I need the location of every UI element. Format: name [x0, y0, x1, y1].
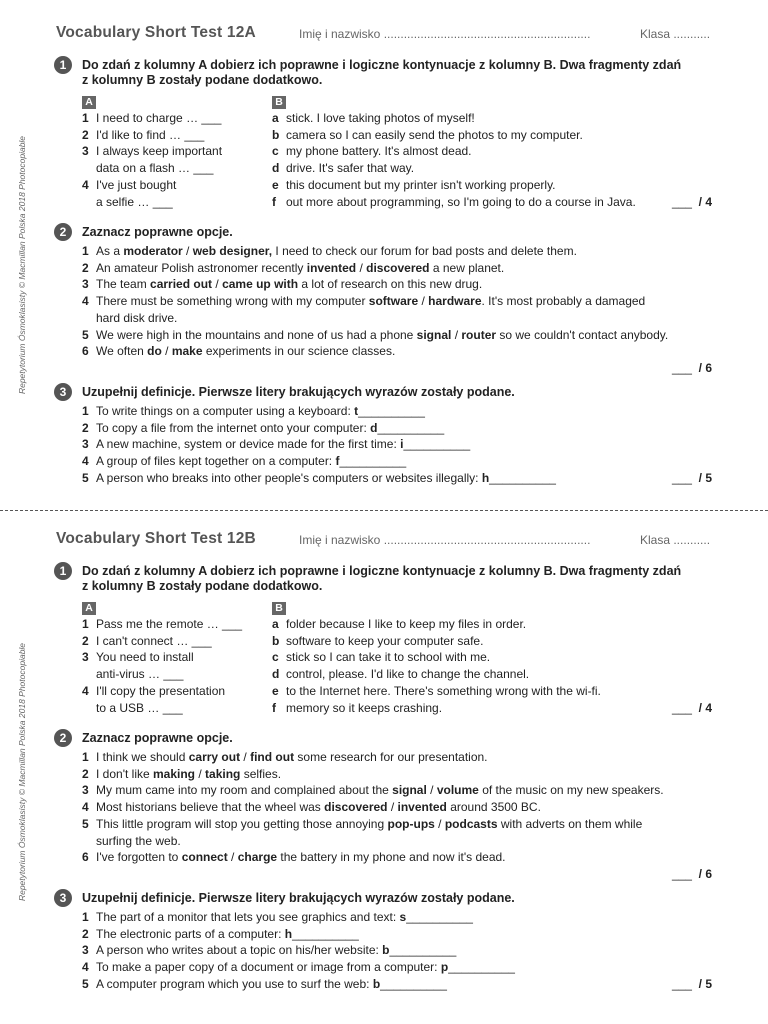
option-2[interactable]: charge: [237, 850, 278, 865]
item-text: folder because I like to keep my files in order.: [286, 617, 527, 631]
sentence-line: hard disk drive.: [96, 310, 178, 325]
item-letter: d: [272, 161, 280, 176]
score-box: [672, 976, 712, 993]
column-b-item: [272, 160, 712, 177]
sentence-text: There must be something wrong with my computer: [96, 294, 369, 309]
column-b-tag: B: [272, 96, 286, 109]
item-letter: a: [272, 617, 279, 631]
item-number: 1: [82, 617, 89, 631]
item-letter: b: [272, 633, 280, 648]
first-letter: i: [400, 437, 404, 452]
option-separator: /: [387, 800, 398, 815]
item-text: control, please. I'd like to change the channel.: [286, 667, 530, 682]
definition-text: A new machine, system or device made for the first time:: [96, 437, 401, 452]
sentence-text: around 3500 BC.: [446, 800, 541, 815]
item-letter: c: [272, 650, 279, 665]
definition-item: [82, 959, 716, 976]
first-letter: h: [481, 470, 490, 485]
sentence-text: This little program will stop you getting those annoying: [96, 816, 388, 831]
score-box: [672, 470, 712, 487]
item-number: 1: [82, 909, 89, 924]
first-letter: d: [370, 420, 378, 435]
item-text: I need to charge … ___: [96, 111, 222, 125]
score-box: [672, 194, 712, 211]
name-field[interactable]: Imię i nazwisko ..............................................................: [299, 533, 591, 547]
sentence-text: of the music on my new speakers.: [478, 783, 664, 798]
copyright-sidebar: [14, 622, 30, 922]
sentence-line: [96, 849, 716, 866]
column-a-item: [82, 633, 252, 650]
option-1[interactable]: connect: [181, 850, 228, 865]
sentence-text: . It's most probably a damaged: [481, 294, 646, 309]
definition-line: [96, 403, 716, 420]
item-number: 2: [82, 766, 89, 781]
option-1[interactable]: discovered: [324, 800, 388, 815]
answer-blank[interactable]: __________: [339, 454, 407, 469]
item-number: 2: [82, 127, 89, 142]
definition-text: A person who breaks into other people's computers or websites illegally:: [96, 470, 482, 485]
score-blank[interactable]: ___: [671, 470, 692, 485]
item-text: my phone battery. It's almost dead.: [286, 144, 472, 159]
definition-item: [82, 976, 716, 993]
answer-blank[interactable]: __________: [489, 470, 556, 485]
column-b-item: [272, 683, 712, 700]
sentence-line: [96, 799, 716, 816]
sentence-text: a lot of research on this new drug.: [298, 277, 483, 292]
score-total: / 5: [698, 470, 712, 485]
score-box: [82, 360, 716, 377]
item-letter: b: [272, 127, 280, 142]
sentence-text: We were high in the mountains and none of us had a phone: [96, 327, 417, 342]
item-number: 3: [82, 144, 89, 159]
option-2[interactable]: volume: [436, 783, 479, 798]
exercise-instruction: [56, 731, 716, 746]
item-number: 4: [82, 683, 89, 698]
answer-blank[interactable]: __________: [389, 943, 457, 958]
option-separator: /: [182, 244, 193, 258]
definition-item: [82, 403, 716, 420]
option-1[interactable]: do: [147, 344, 162, 359]
definition-item: [82, 470, 716, 487]
item-number: 4: [82, 454, 89, 469]
exercise-number-badge: 2: [54, 223, 72, 241]
definition-text: To make a paper copy of a document or image from a computer:: [96, 960, 441, 975]
item-text: software to keep your computer safe.: [286, 633, 484, 648]
exercise-number-badge: 3: [54, 383, 72, 401]
definition-text: A person who writes about a topic on his/her website:: [96, 943, 383, 958]
option-1[interactable]: invented: [306, 260, 357, 275]
option-1[interactable]: carry out: [188, 750, 241, 764]
item-number: 3: [82, 943, 89, 958]
score-line: [672, 360, 712, 377]
exercise-instruction: [56, 225, 716, 240]
definition-line: [96, 470, 716, 487]
column-b-item: [272, 177, 712, 194]
column-b: [272, 599, 712, 716]
definition-text: A computer program which you use to surf the web:: [96, 976, 373, 991]
sentence-text: An amateur Polish astronomer recently: [96, 260, 307, 275]
item-number: 2: [82, 420, 89, 435]
item-text: to a USB … ___: [96, 700, 183, 715]
item-number: 1: [82, 403, 89, 418]
sentence-text: a new planet.: [429, 260, 505, 275]
score-blank[interactable]: ___: [671, 195, 692, 210]
item-letter: a: [272, 111, 279, 125]
exercise-instruction: [56, 385, 716, 400]
sentence-line: [96, 260, 716, 277]
sentence-line: [96, 782, 716, 799]
copyright-text: Repetytorium Ósmoklasisty © Macmillan Polska 2018 Photocopiable: [17, 642, 27, 902]
answer-blank[interactable]: __________: [380, 976, 447, 991]
sentence-text: We often: [96, 344, 148, 359]
item-number: 2: [82, 260, 89, 275]
column-b: [272, 93, 712, 210]
score-blank[interactable]: ___: [671, 866, 692, 881]
option-2[interactable]: make: [171, 344, 203, 359]
sentence-line: [96, 327, 716, 344]
option-separator: /: [227, 850, 238, 865]
definition-line: [96, 942, 716, 959]
option-1[interactable]: carried out: [150, 277, 213, 292]
option-separator: /: [451, 327, 462, 342]
item-text: stick. I love taking photos of myself!: [286, 111, 475, 125]
choice-sentence: [82, 327, 716, 344]
score-line: [672, 866, 712, 883]
item-number: 4: [82, 294, 89, 309]
answer-blank[interactable]: __________: [403, 437, 471, 452]
exercise-1: [56, 58, 716, 211]
item-number: 4: [82, 960, 89, 975]
option-separator: /: [240, 750, 251, 764]
exercise-2: [56, 731, 716, 883]
sentence-text: with adverts on them while: [497, 816, 643, 831]
sentence-line: [96, 343, 716, 360]
column-a-tag: A: [82, 602, 96, 615]
sentence-text: My mum came into my room and complained about the: [96, 783, 393, 798]
definition-item: [82, 909, 716, 926]
item-number: 3: [82, 437, 89, 452]
score-blank[interactable]: ___: [671, 360, 692, 375]
cut-line: [0, 510, 768, 511]
item-number: 5: [82, 816, 89, 831]
score-box: [82, 866, 716, 883]
exercise-instruction: [56, 58, 716, 88]
item-text: drive. It's safer that way.: [286, 161, 415, 176]
option-1[interactable]: signal: [416, 327, 452, 342]
sentence-text: selfies.: [240, 766, 282, 781]
definition-line: [96, 959, 716, 976]
option-separator: /: [426, 783, 437, 798]
choice-sentence: [82, 782, 716, 799]
choice-sentence: [82, 243, 716, 260]
item-number: 3: [82, 650, 89, 665]
item-text: to the Internet here. There's something wrong with the wi-fi.: [286, 683, 601, 698]
item-number: 4: [82, 800, 89, 815]
choice-sentence: [82, 293, 716, 326]
answer-blank[interactable]: __________: [406, 909, 473, 924]
item-number: 2: [82, 926, 89, 941]
item-text: I'd like to find … ___: [96, 127, 205, 142]
sentence-line: [96, 293, 716, 310]
first-letter: s: [399, 909, 407, 924]
column-b-item: [272, 633, 712, 650]
item-letter: e: [272, 683, 279, 698]
item-number: 6: [82, 344, 89, 359]
first-letter: h: [284, 926, 293, 941]
column-b-item: [272, 127, 712, 144]
item-letter: f: [272, 194, 276, 209]
option-separator: /: [195, 766, 206, 781]
test-a: [56, 24, 716, 486]
definition-text: To copy a file from the internet onto your computer:: [96, 420, 371, 435]
definition-line: [96, 926, 716, 943]
exercise-3: [56, 385, 716, 487]
column-a-item: [82, 177, 252, 210]
column-a: [82, 599, 252, 716]
item-letter: c: [272, 144, 279, 159]
sentence-text: As a: [96, 244, 124, 258]
option-separator: /: [418, 294, 429, 309]
class-field[interactable]: Klasa ...........: [640, 533, 711, 547]
column-b-item: [272, 110, 712, 127]
option-separator: /: [434, 816, 445, 831]
sentence-line: [96, 816, 716, 833]
sentence-line: [96, 766, 716, 783]
score-total: / 4: [698, 195, 712, 210]
item-text: data on a flash … ___: [96, 161, 214, 176]
option-1[interactable]: software: [368, 294, 419, 309]
column-b-item: [272, 649, 712, 666]
option-2[interactable]: hardware: [428, 294, 482, 309]
sentence-text: Most historians believe that the wheel was: [96, 800, 325, 815]
column-a-item: [82, 127, 252, 144]
sentence-line: [96, 243, 716, 260]
option-2[interactable]: find out: [250, 750, 295, 764]
exercise-number-badge: 3: [54, 889, 72, 907]
option-2[interactable]: web designer,: [192, 244, 273, 258]
option-2[interactable]: podcasts: [444, 816, 498, 831]
item-number: 5: [82, 470, 89, 485]
first-letter: t: [354, 403, 359, 418]
option-1[interactable]: moderator: [123, 244, 183, 258]
option-2[interactable]: came up with: [222, 277, 299, 292]
score-box: [672, 700, 712, 717]
column-a-item: [82, 683, 252, 716]
column-a-item: [82, 143, 252, 176]
score-blank[interactable]: ___: [671, 701, 692, 716]
exercise-number-badge: 1: [54, 562, 72, 580]
column-b-item: [272, 143, 712, 160]
choice-sentence: [82, 749, 716, 766]
sentence-text: I don't like: [96, 766, 153, 781]
option-2[interactable]: discovered: [366, 260, 430, 275]
item-text: camera so I can easily send the photos to my computer.: [286, 127, 583, 142]
item-number: 2: [82, 633, 89, 648]
exercise-3: [56, 891, 716, 993]
first-letter: p: [440, 960, 449, 975]
score-total: / 6: [698, 360, 712, 375]
item-text: memory so it keeps crashing.: [286, 700, 443, 715]
instruction-line: Do zdań z kolumny A dobierz ich poprawne i logiczne kontynuacje z kolumny B. Dwa fragmenty zdań: [82, 58, 682, 72]
option-2[interactable]: invented: [397, 800, 447, 815]
item-text: I've just bought: [96, 177, 177, 192]
sentence-line: surfing the web.: [96, 833, 181, 848]
item-text: out more about programming, so I'm going to do a course in Java.: [286, 194, 636, 209]
name-field[interactable]: Imię i nazwisko ..............................................................: [299, 27, 591, 41]
column-b-item: [272, 194, 712, 211]
item-text: a selfie … ___: [96, 194, 173, 209]
option-2[interactable]: router: [461, 327, 497, 342]
column-b-item: [272, 700, 712, 717]
exercise-instruction: [56, 564, 716, 594]
definition-line: [96, 453, 716, 470]
choice-sentence: [82, 276, 716, 293]
option-1[interactable]: pop-ups: [387, 816, 435, 831]
column-a-tag: A: [82, 96, 96, 109]
exercise-number-badge: 1: [54, 56, 72, 74]
test-b: [56, 530, 716, 992]
definition-item: [82, 420, 716, 437]
column-a-item: [82, 649, 252, 682]
item-text: I'll copy the presentation: [96, 683, 226, 698]
matching-columns: [56, 599, 716, 717]
definition-line: [96, 976, 716, 993]
score-total: / 5: [698, 976, 712, 991]
instruction-line: Uzupełnij definicje. Pierwsze litery brakujących wyrazów zostały podane.: [82, 384, 515, 399]
item-text: I can't connect … ___: [96, 633, 212, 648]
item-number: 6: [82, 850, 89, 865]
item-letter: e: [272, 177, 279, 192]
item-letter: d: [272, 667, 280, 682]
sentence-text: I think we should: [96, 750, 189, 764]
sentence-text: I've forgotten to: [96, 850, 182, 865]
definition-text: To write things on a computer using a keyboard:: [96, 403, 355, 418]
sentence-line: [96, 276, 716, 293]
choice-sentence: [82, 816, 716, 849]
item-number: 1: [82, 750, 89, 764]
sentence-text: I need to check our forum for bad posts and delete them.: [272, 244, 577, 258]
test-title: Vocabulary Short Test 12B: [56, 530, 256, 547]
instruction-line: Uzupełnij definicje. Pierwsze litery brakujących wyrazów zostały podane.: [82, 890, 515, 905]
sentence-text: The team: [96, 277, 151, 292]
option-separator: /: [161, 344, 172, 359]
definition-line: [96, 420, 716, 437]
item-number: 3: [82, 277, 89, 292]
test-title: Vocabulary Short Test 12A: [56, 24, 256, 41]
sentence-text: the battery in my phone and now it's dead.: [277, 850, 506, 865]
item-letter: f: [272, 700, 276, 715]
item-number: 1: [82, 111, 89, 125]
column-a: [82, 93, 252, 210]
copyright-sidebar: [14, 115, 30, 415]
item-number: 1: [82, 244, 89, 258]
definition-line: [96, 909, 716, 926]
instruction-line: z kolumny B zostały podane dodatkowo.: [82, 73, 323, 87]
option-separator: /: [356, 260, 367, 275]
answer-blank[interactable]: __________: [377, 420, 445, 435]
test-header: [56, 530, 716, 552]
choice-sentence: [82, 343, 716, 360]
item-number: 5: [82, 976, 89, 991]
definition-line: [96, 436, 716, 453]
sentence-text: experiments in our science classes.: [202, 344, 396, 359]
answer-blank[interactable]: __________: [292, 926, 359, 941]
exercise-number-badge: 2: [54, 729, 72, 747]
definition-item: [82, 436, 716, 453]
sentence-text: some research for our presentation.: [294, 750, 488, 764]
choice-sentence: [82, 766, 716, 783]
first-letter: b: [372, 976, 381, 991]
first-letter: b: [382, 943, 390, 958]
answer-blank[interactable]: __________: [358, 403, 425, 418]
definition-text: The part of a monitor that lets you see graphics and text:: [96, 909, 400, 924]
definition-item: [82, 942, 716, 959]
score-blank[interactable]: ___: [671, 976, 692, 991]
answer-blank[interactable]: __________: [448, 960, 515, 975]
item-text: You need to install: [96, 650, 194, 665]
sentence-line: [96, 749, 716, 766]
option-separator: /: [212, 277, 223, 292]
copyright-text: Repetytorium Ósmoklasisty © Macmillan Polska 2018 Photocopiable: [17, 135, 27, 395]
test-header: [56, 24, 716, 46]
choice-sentence: [82, 799, 716, 816]
item-text: stick so I can take it to school with me.: [286, 650, 491, 665]
item-number: 5: [82, 327, 89, 342]
instruction-line: Do zdań z kolumny A dobierz ich poprawne i logiczne kontynuacje z kolumny B. Dwa fragmenty zdań: [82, 564, 682, 578]
item-text: Pass me the remote … ___: [96, 617, 243, 631]
column-a-item: [82, 110, 252, 127]
choice-sentence: [82, 849, 716, 866]
instruction-line: Zaznacz poprawne opcje.: [82, 731, 233, 745]
sentence-text: so we couldn't contact anybody.: [496, 327, 669, 342]
option-1[interactable]: signal: [392, 783, 427, 798]
option-2[interactable]: taking: [205, 766, 241, 781]
exercise-instruction: [56, 891, 716, 906]
definition-text: A group of files kept together on a computer:: [96, 454, 336, 469]
column-b-item: [272, 616, 712, 633]
matching-columns: [56, 93, 716, 211]
item-text: anti-virus … ___: [96, 667, 184, 682]
item-number: 3: [82, 783, 89, 798]
choice-sentence: [82, 260, 716, 277]
definition-text: The electronic parts of a computer:: [96, 926, 285, 941]
item-number: 4: [82, 177, 89, 192]
item-text: this document but my printer isn't working properly.: [286, 177, 556, 192]
instruction-line: z kolumny B zostały podane dodatkowo.: [82, 579, 323, 593]
exercise-2: [56, 225, 716, 377]
exercise-1: [56, 564, 716, 717]
option-1[interactable]: making: [153, 766, 196, 781]
instruction-line: Zaznacz poprawne opcje.: [82, 225, 233, 239]
column-b-item: [272, 666, 712, 683]
column-a-item: [82, 616, 252, 633]
class-field[interactable]: Klasa ...........: [640, 27, 711, 41]
definition-item: [82, 926, 716, 943]
first-letter: f: [335, 454, 340, 469]
item-text: I always keep important: [96, 144, 223, 159]
score-total: / 4: [698, 701, 712, 716]
score-total: / 6: [698, 866, 712, 881]
column-b-tag: B: [272, 602, 286, 615]
definition-item: [82, 453, 716, 470]
